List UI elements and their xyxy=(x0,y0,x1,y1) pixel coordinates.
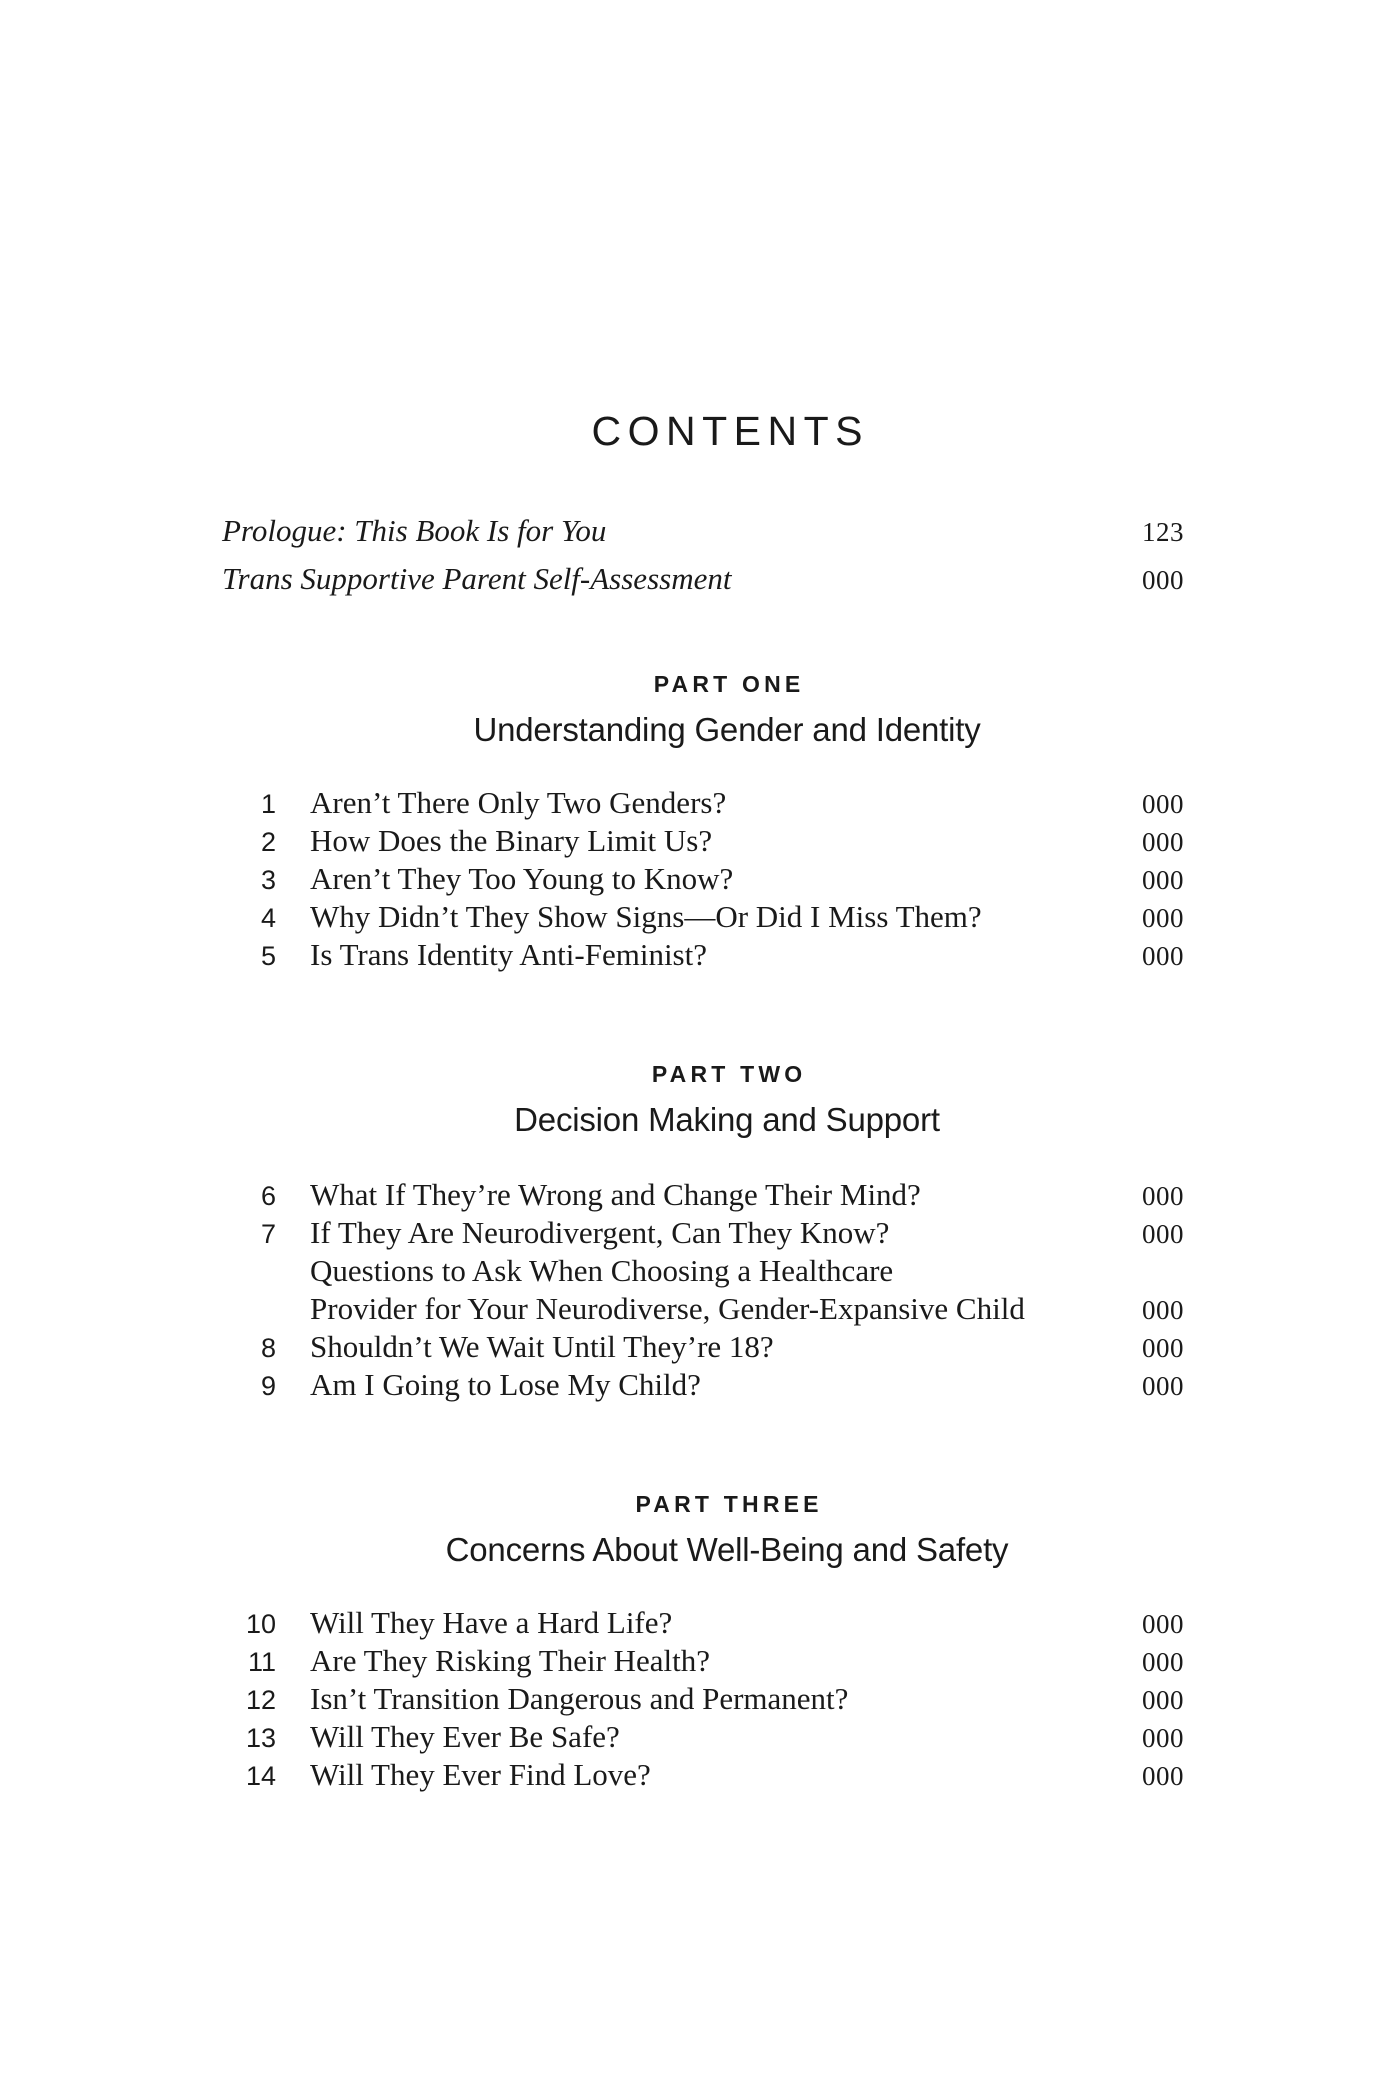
chapter-title: Shouldn’t We Wait Until They’re 18? xyxy=(310,1329,774,1364)
part-heading-three xyxy=(222,1491,1232,1569)
part-heading-one xyxy=(222,671,1232,749)
chapter-page-number: 000 xyxy=(1142,1685,1184,1715)
chapter-title: Will They Have a Hard Life? xyxy=(310,1605,673,1640)
front-matter-page-number: 123 xyxy=(1142,517,1184,547)
chapter-number: 3 xyxy=(260,865,276,895)
table-row[interactable] xyxy=(222,787,1232,825)
toc-content-area xyxy=(222,0,1232,1797)
table-row[interactable] xyxy=(222,1217,1232,1255)
chapter-list-part-one xyxy=(222,787,1232,977)
table-row[interactable] xyxy=(222,1255,1232,1293)
table-row[interactable] xyxy=(222,1645,1232,1683)
chapter-number: 5 xyxy=(260,941,276,971)
front-matter-title: Trans Supportive Parent Self-Assessment xyxy=(222,561,732,596)
chapter-page-number: 000 xyxy=(1142,1219,1184,1249)
part-label: PART TWO xyxy=(651,1061,807,1087)
part-subtitle: Decision Making and Support xyxy=(514,1101,940,1138)
table-row[interactable] xyxy=(222,1607,1232,1645)
part-subtitle: Understanding Gender and Identity xyxy=(473,711,981,748)
list-item[interactable] xyxy=(222,515,1232,563)
front-matter-title: Prologue: This Book Is for You xyxy=(222,513,607,548)
chapter-page-number: 000 xyxy=(1142,941,1184,971)
chapter-title: Isn’t Transition Dangerous and Permanent? xyxy=(310,1681,849,1716)
table-row[interactable] xyxy=(222,1331,1232,1369)
chapter-page-number: 000 xyxy=(1142,1295,1184,1325)
subentry-title-line-two: Provider for Your Neurodiverse, Gender-Expansive Child xyxy=(310,1291,1025,1326)
chapter-title: What If They’re Wrong and Change Their Mind? xyxy=(310,1177,921,1212)
chapter-title: How Does the Binary Limit Us? xyxy=(310,823,713,858)
chapter-title: Is Trans Identity Anti-Feminist? xyxy=(310,937,707,972)
subentry-title-line-one: Questions to Ask When Choosing a Healthcare xyxy=(310,1253,894,1288)
chapter-page-number: 000 xyxy=(1142,1609,1184,1639)
part-label: PART ONE xyxy=(653,671,805,697)
chapter-list-part-two xyxy=(222,1179,1232,1407)
chapter-number: 6 xyxy=(260,1181,276,1211)
chapter-title: Why Didn’t They Show Signs—Or Did I Miss Them? xyxy=(310,899,982,934)
table-row[interactable] xyxy=(222,901,1232,939)
chapter-number: 2 xyxy=(260,827,276,857)
front-matter-page-number: 000 xyxy=(1142,565,1184,595)
list-item[interactable] xyxy=(222,563,1232,611)
chapter-title: Aren’t There Only Two Genders? xyxy=(310,785,727,820)
chapter-page-number: 000 xyxy=(1142,1181,1184,1211)
front-matter-list xyxy=(222,515,1232,611)
part-heading-two xyxy=(222,1061,1232,1139)
chapter-number: 14 xyxy=(245,1761,276,1791)
chapter-title: Aren’t They Too Young to Know? xyxy=(310,861,734,896)
chapter-number: 1 xyxy=(260,789,276,819)
table-row[interactable] xyxy=(222,1369,1232,1407)
chapter-page-number: 000 xyxy=(1142,903,1184,933)
table-row[interactable] xyxy=(222,1759,1232,1797)
table-row[interactable] xyxy=(222,1293,1232,1331)
chapter-page-number: 000 xyxy=(1142,1333,1184,1363)
chapter-title: Will They Ever Find Love? xyxy=(310,1757,651,1792)
table-row[interactable] xyxy=(222,939,1232,977)
table-row[interactable] xyxy=(222,1179,1232,1217)
chapter-number: 9 xyxy=(260,1371,276,1401)
chapter-number: 12 xyxy=(245,1685,276,1715)
chapter-page-number: 000 xyxy=(1142,1647,1184,1677)
chapter-number: 11 xyxy=(247,1647,276,1677)
chapter-number: 10 xyxy=(245,1609,276,1639)
chapter-number: 13 xyxy=(245,1723,276,1753)
chapter-page-number: 000 xyxy=(1142,789,1184,819)
chapter-page-number: 000 xyxy=(1142,1371,1184,1401)
part-subtitle: Concerns About Well-Being and Safety xyxy=(445,1531,1009,1568)
chapter-page-number: 000 xyxy=(1142,827,1184,857)
chapter-list-part-three xyxy=(222,1607,1232,1797)
chapter-page-number: 000 xyxy=(1142,1723,1184,1753)
chapter-page-number: 000 xyxy=(1142,865,1184,895)
chapter-title: Am I Going to Lose My Child? xyxy=(310,1367,701,1402)
page-title: CONTENTS xyxy=(591,408,869,454)
chapter-number: 7 xyxy=(260,1219,276,1249)
table-row[interactable] xyxy=(222,825,1232,863)
chapter-title: Are They Risking Their Health? xyxy=(310,1643,711,1678)
chapter-title: Will They Ever Be Safe? xyxy=(310,1719,620,1754)
chapter-number: 8 xyxy=(260,1333,276,1363)
table-row[interactable] xyxy=(222,1683,1232,1721)
part-label: PART THREE xyxy=(635,1491,823,1517)
chapter-title: If They Are Neurodivergent, Can They Know? xyxy=(310,1215,890,1250)
table-row[interactable] xyxy=(222,863,1232,901)
chapter-number: 4 xyxy=(260,903,276,933)
chapter-page-number: 000 xyxy=(1142,1761,1184,1791)
table-row[interactable] xyxy=(222,1721,1232,1759)
